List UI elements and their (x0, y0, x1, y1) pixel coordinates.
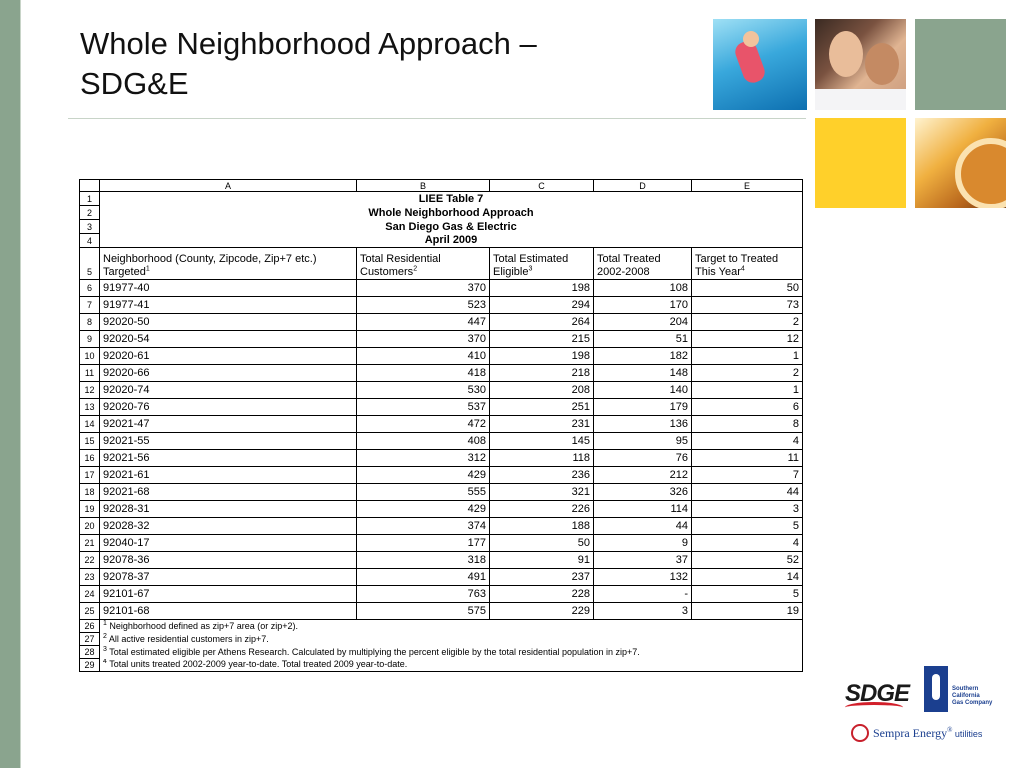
socalgas-flame-icon (924, 666, 948, 712)
sempra-energy-icon (851, 724, 869, 742)
table-subtitle: Whole Neighborhood Approach (100, 206, 803, 220)
cell-estimated-eligible: 321 (490, 484, 594, 501)
cell-neighborhood: 92020-76 (100, 399, 357, 416)
title-row (80, 192, 803, 206)
row-number: 27 (80, 633, 100, 646)
cell-neighborhood: 92020-54 (100, 331, 357, 348)
column-letter: A (100, 180, 357, 192)
table-row (80, 365, 803, 382)
cell-target-treated: 52 (692, 552, 803, 569)
table-row (80, 484, 803, 501)
row-number: 28 (80, 646, 100, 659)
table-row (80, 433, 803, 450)
cell-total-treated: 9 (594, 535, 692, 552)
row-number: 3 (80, 220, 100, 234)
cell-target-treated: 73 (692, 297, 803, 314)
table-row (80, 348, 803, 365)
row-number: 10 (80, 348, 100, 365)
row-number: 1 (80, 192, 100, 206)
socalgas-logo (924, 666, 1004, 716)
cell-neighborhood: 92078-36 (100, 552, 357, 569)
cell-neighborhood: 92021-68 (100, 484, 357, 501)
header-neighborhood: Neighborhood (County, Zipcode, Zip+7 etc.) Targeted$^1$ (100, 248, 357, 280)
row-number: 5 (80, 248, 100, 280)
table-row (80, 603, 803, 620)
header-estimated-eligible: Total Estimated Eligible$^3$ (490, 248, 594, 280)
cell-total-treated: 136 (594, 416, 692, 433)
row-number: 4 (80, 234, 100, 248)
cell-target-treated: 2 (692, 365, 803, 382)
socalgas-logo-text: Southern California Gas Company (952, 686, 993, 706)
cell-total-treated: 326 (594, 484, 692, 501)
cell-neighborhood: 92020-50 (100, 314, 357, 331)
row-number: 11 (80, 365, 100, 382)
left-divider-line (20, 0, 21, 768)
cell-neighborhood: 92020-74 (100, 382, 357, 399)
footnote-row (80, 620, 803, 633)
cell-target-treated: 19 (692, 603, 803, 620)
cell-target-treated: 14 (692, 569, 803, 586)
cell-residential-customers: 575 (357, 603, 490, 620)
row-number: 18 (80, 484, 100, 501)
cell-total-treated: 204 (594, 314, 692, 331)
cell-total-treated: 51 (594, 331, 692, 348)
row-number: 13 (80, 399, 100, 416)
cell-total-treated: 76 (594, 450, 692, 467)
cell-estimated-eligible: 215 (490, 331, 594, 348)
sdge-swoosh-icon (845, 702, 903, 713)
cell-target-treated: 5 (692, 518, 803, 535)
cell-total-treated: 114 (594, 501, 692, 518)
slide-title-line1: Whole Neighborhood Approach – (80, 26, 537, 61)
row-number: 24 (80, 586, 100, 603)
row-number: 6 (80, 280, 100, 297)
slide-title-line2: SDG&E (80, 66, 189, 101)
sempra-logo (851, 722, 991, 746)
cell-residential-customers: 374 (357, 518, 490, 535)
photo-mother-child (815, 19, 906, 110)
header-target-treated: Target to Treated This Year$^4$ (692, 248, 803, 280)
row-number: 2 (80, 206, 100, 220)
column-letter-row (80, 180, 803, 192)
cell-residential-customers: 447 (357, 314, 490, 331)
cell-neighborhood: 91977-41 (100, 297, 357, 314)
cell-neighborhood: 92021-56 (100, 450, 357, 467)
row-number: 14 (80, 416, 100, 433)
cell-total-treated: 132 (594, 569, 692, 586)
table-row (80, 552, 803, 569)
column-letter: B (357, 180, 490, 192)
cell-total-treated: 170 (594, 297, 692, 314)
slide-title (80, 24, 680, 104)
cell-neighborhood: 92028-31 (100, 501, 357, 518)
cell-neighborhood: 92021-55 (100, 433, 357, 450)
left-sidebar-band (0, 0, 20, 768)
green-tile (915, 19, 1006, 110)
table-row (80, 416, 803, 433)
row-number: 9 (80, 331, 100, 348)
cell-neighborhood: 92020-61 (100, 348, 357, 365)
row-number: 16 (80, 450, 100, 467)
cell-estimated-eligible: 229 (490, 603, 594, 620)
photo-cup (915, 118, 1006, 208)
row-number: 17 (80, 467, 100, 484)
liee-table (79, 179, 803, 672)
cell-target-treated: 1 (692, 382, 803, 399)
row-number: 19 (80, 501, 100, 518)
cell-estimated-eligible: 264 (490, 314, 594, 331)
cell-residential-customers: 537 (357, 399, 490, 416)
row-number: 15 (80, 433, 100, 450)
cell-estimated-eligible: 188 (490, 518, 594, 535)
table-title: LIEE Table 7 (100, 192, 803, 206)
cell-estimated-eligible: 218 (490, 365, 594, 382)
cell-total-treated: - (594, 586, 692, 603)
sempra-logo-text: Sempra Energy® utilities (873, 726, 983, 740)
photo-swimmer (713, 19, 807, 110)
cell-estimated-eligible: 237 (490, 569, 594, 586)
table-company: San Diego Gas & Electric (100, 220, 803, 234)
cell-target-treated: 2 (692, 314, 803, 331)
cell-residential-customers: 318 (357, 552, 490, 569)
cell-residential-customers: 370 (357, 280, 490, 297)
table-row (80, 518, 803, 535)
table-row (80, 280, 803, 297)
header-residential-customers: Total Residential Customers$^2$ (357, 248, 490, 280)
title-row (80, 220, 803, 234)
cell-estimated-eligible: 294 (490, 297, 594, 314)
cell-target-treated: 6 (692, 399, 803, 416)
cell-target-treated: 8 (692, 416, 803, 433)
cell-total-treated: 44 (594, 518, 692, 535)
cell-neighborhood: 92021-61 (100, 467, 357, 484)
column-letter: E (692, 180, 803, 192)
cell-target-treated: 4 (692, 433, 803, 450)
cell-estimated-eligible: 208 (490, 382, 594, 399)
cell-estimated-eligible: 50 (490, 535, 594, 552)
cell-target-treated: 50 (692, 280, 803, 297)
cell-estimated-eligible: 118 (490, 450, 594, 467)
row-number: 26 (80, 620, 100, 633)
corner-cell (80, 180, 100, 192)
cell-neighborhood: 92028-32 (100, 518, 357, 535)
cell-neighborhood: 92078-37 (100, 569, 357, 586)
cell-estimated-eligible: 226 (490, 501, 594, 518)
cell-target-treated: 4 (692, 535, 803, 552)
row-number: 20 (80, 518, 100, 535)
cell-estimated-eligible: 251 (490, 399, 594, 416)
cell-neighborhood: 92101-68 (100, 603, 357, 620)
footnote-row (80, 659, 803, 672)
footnote-row (80, 633, 803, 646)
cell-estimated-eligible: 228 (490, 586, 594, 603)
header-total-treated: Total Treated 2002-2008 (594, 248, 692, 280)
sdge-logo (843, 674, 910, 714)
footnote: $^4$ Total units treated 2002-2009 year-to-date. Total treated 2009 year-to-date. (100, 659, 803, 672)
cell-residential-customers: 418 (357, 365, 490, 382)
column-header-row (80, 248, 803, 280)
cell-target-treated: 12 (692, 331, 803, 348)
row-number: 23 (80, 569, 100, 586)
cell-residential-customers: 555 (357, 484, 490, 501)
cell-neighborhood: 92021-47 (100, 416, 357, 433)
cell-target-treated: 7 (692, 467, 803, 484)
table-row (80, 586, 803, 603)
footnote-row (80, 646, 803, 659)
cell-target-treated: 5 (692, 586, 803, 603)
row-number: 21 (80, 535, 100, 552)
cell-neighborhood: 92020-66 (100, 365, 357, 382)
table-row (80, 314, 803, 331)
table-row (80, 297, 803, 314)
cell-residential-customers: 429 (357, 501, 490, 518)
cell-estimated-eligible: 145 (490, 433, 594, 450)
column-letter: D (594, 180, 692, 192)
cell-estimated-eligible: 236 (490, 467, 594, 484)
footnote: $^2$ All active residential customers in zip+7. (100, 633, 803, 646)
cell-residential-customers: 530 (357, 382, 490, 399)
cell-residential-customers: 408 (357, 433, 490, 450)
cell-target-treated: 3 (692, 501, 803, 518)
cell-residential-customers: 177 (357, 535, 490, 552)
table-row (80, 450, 803, 467)
table-row (80, 569, 803, 586)
cell-target-treated: 11 (692, 450, 803, 467)
cell-residential-customers: 763 (357, 586, 490, 603)
cell-residential-customers: 312 (357, 450, 490, 467)
table-row (80, 399, 803, 416)
footnote: $^1$ Neighborhood defined as zip+7 area (or zip+2). (100, 620, 803, 633)
cell-estimated-eligible: 198 (490, 348, 594, 365)
cell-residential-customers: 523 (357, 297, 490, 314)
cell-estimated-eligible: 231 (490, 416, 594, 433)
cell-residential-customers: 429 (357, 467, 490, 484)
sdge-logo-text: SDGE (845, 680, 910, 707)
row-number: 25 (80, 603, 100, 620)
cell-neighborhood: 91977-40 (100, 280, 357, 297)
table-row (80, 331, 803, 348)
table-row (80, 501, 803, 518)
cell-total-treated: 37 (594, 552, 692, 569)
cell-target-treated: 1 (692, 348, 803, 365)
cell-total-treated: 179 (594, 399, 692, 416)
title-row (80, 206, 803, 220)
cell-total-treated: 95 (594, 433, 692, 450)
cell-residential-customers: 370 (357, 331, 490, 348)
cell-total-treated: 148 (594, 365, 692, 382)
cell-residential-customers: 472 (357, 416, 490, 433)
row-number: 22 (80, 552, 100, 569)
cell-neighborhood: 92101-67 (100, 586, 357, 603)
cell-total-treated: 212 (594, 467, 692, 484)
row-number: 7 (80, 297, 100, 314)
title-divider (68, 118, 806, 119)
cell-target-treated: 44 (692, 484, 803, 501)
cell-total-treated: 3 (594, 603, 692, 620)
cell-residential-customers: 491 (357, 569, 490, 586)
cell-estimated-eligible: 198 (490, 280, 594, 297)
table-date: April 2009 (100, 234, 803, 248)
cell-total-treated: 108 (594, 280, 692, 297)
table-body (80, 180, 803, 672)
row-number: 12 (80, 382, 100, 399)
table-row (80, 467, 803, 484)
row-number: 8 (80, 314, 100, 331)
table-row (80, 535, 803, 552)
table-row (80, 382, 803, 399)
title-row (80, 234, 803, 248)
column-letter: C (490, 180, 594, 192)
cell-total-treated: 182 (594, 348, 692, 365)
cell-residential-customers: 410 (357, 348, 490, 365)
row-number: 29 (80, 659, 100, 672)
yellow-tile (815, 118, 906, 208)
cell-estimated-eligible: 91 (490, 552, 594, 569)
footnote: $^3$ Total estimated eligible per Athens Research. Calculated by multiplying the percent eligible by the total residential population in zip+7. (100, 646, 803, 659)
cell-neighborhood: 92040-17 (100, 535, 357, 552)
cell-total-treated: 140 (594, 382, 692, 399)
